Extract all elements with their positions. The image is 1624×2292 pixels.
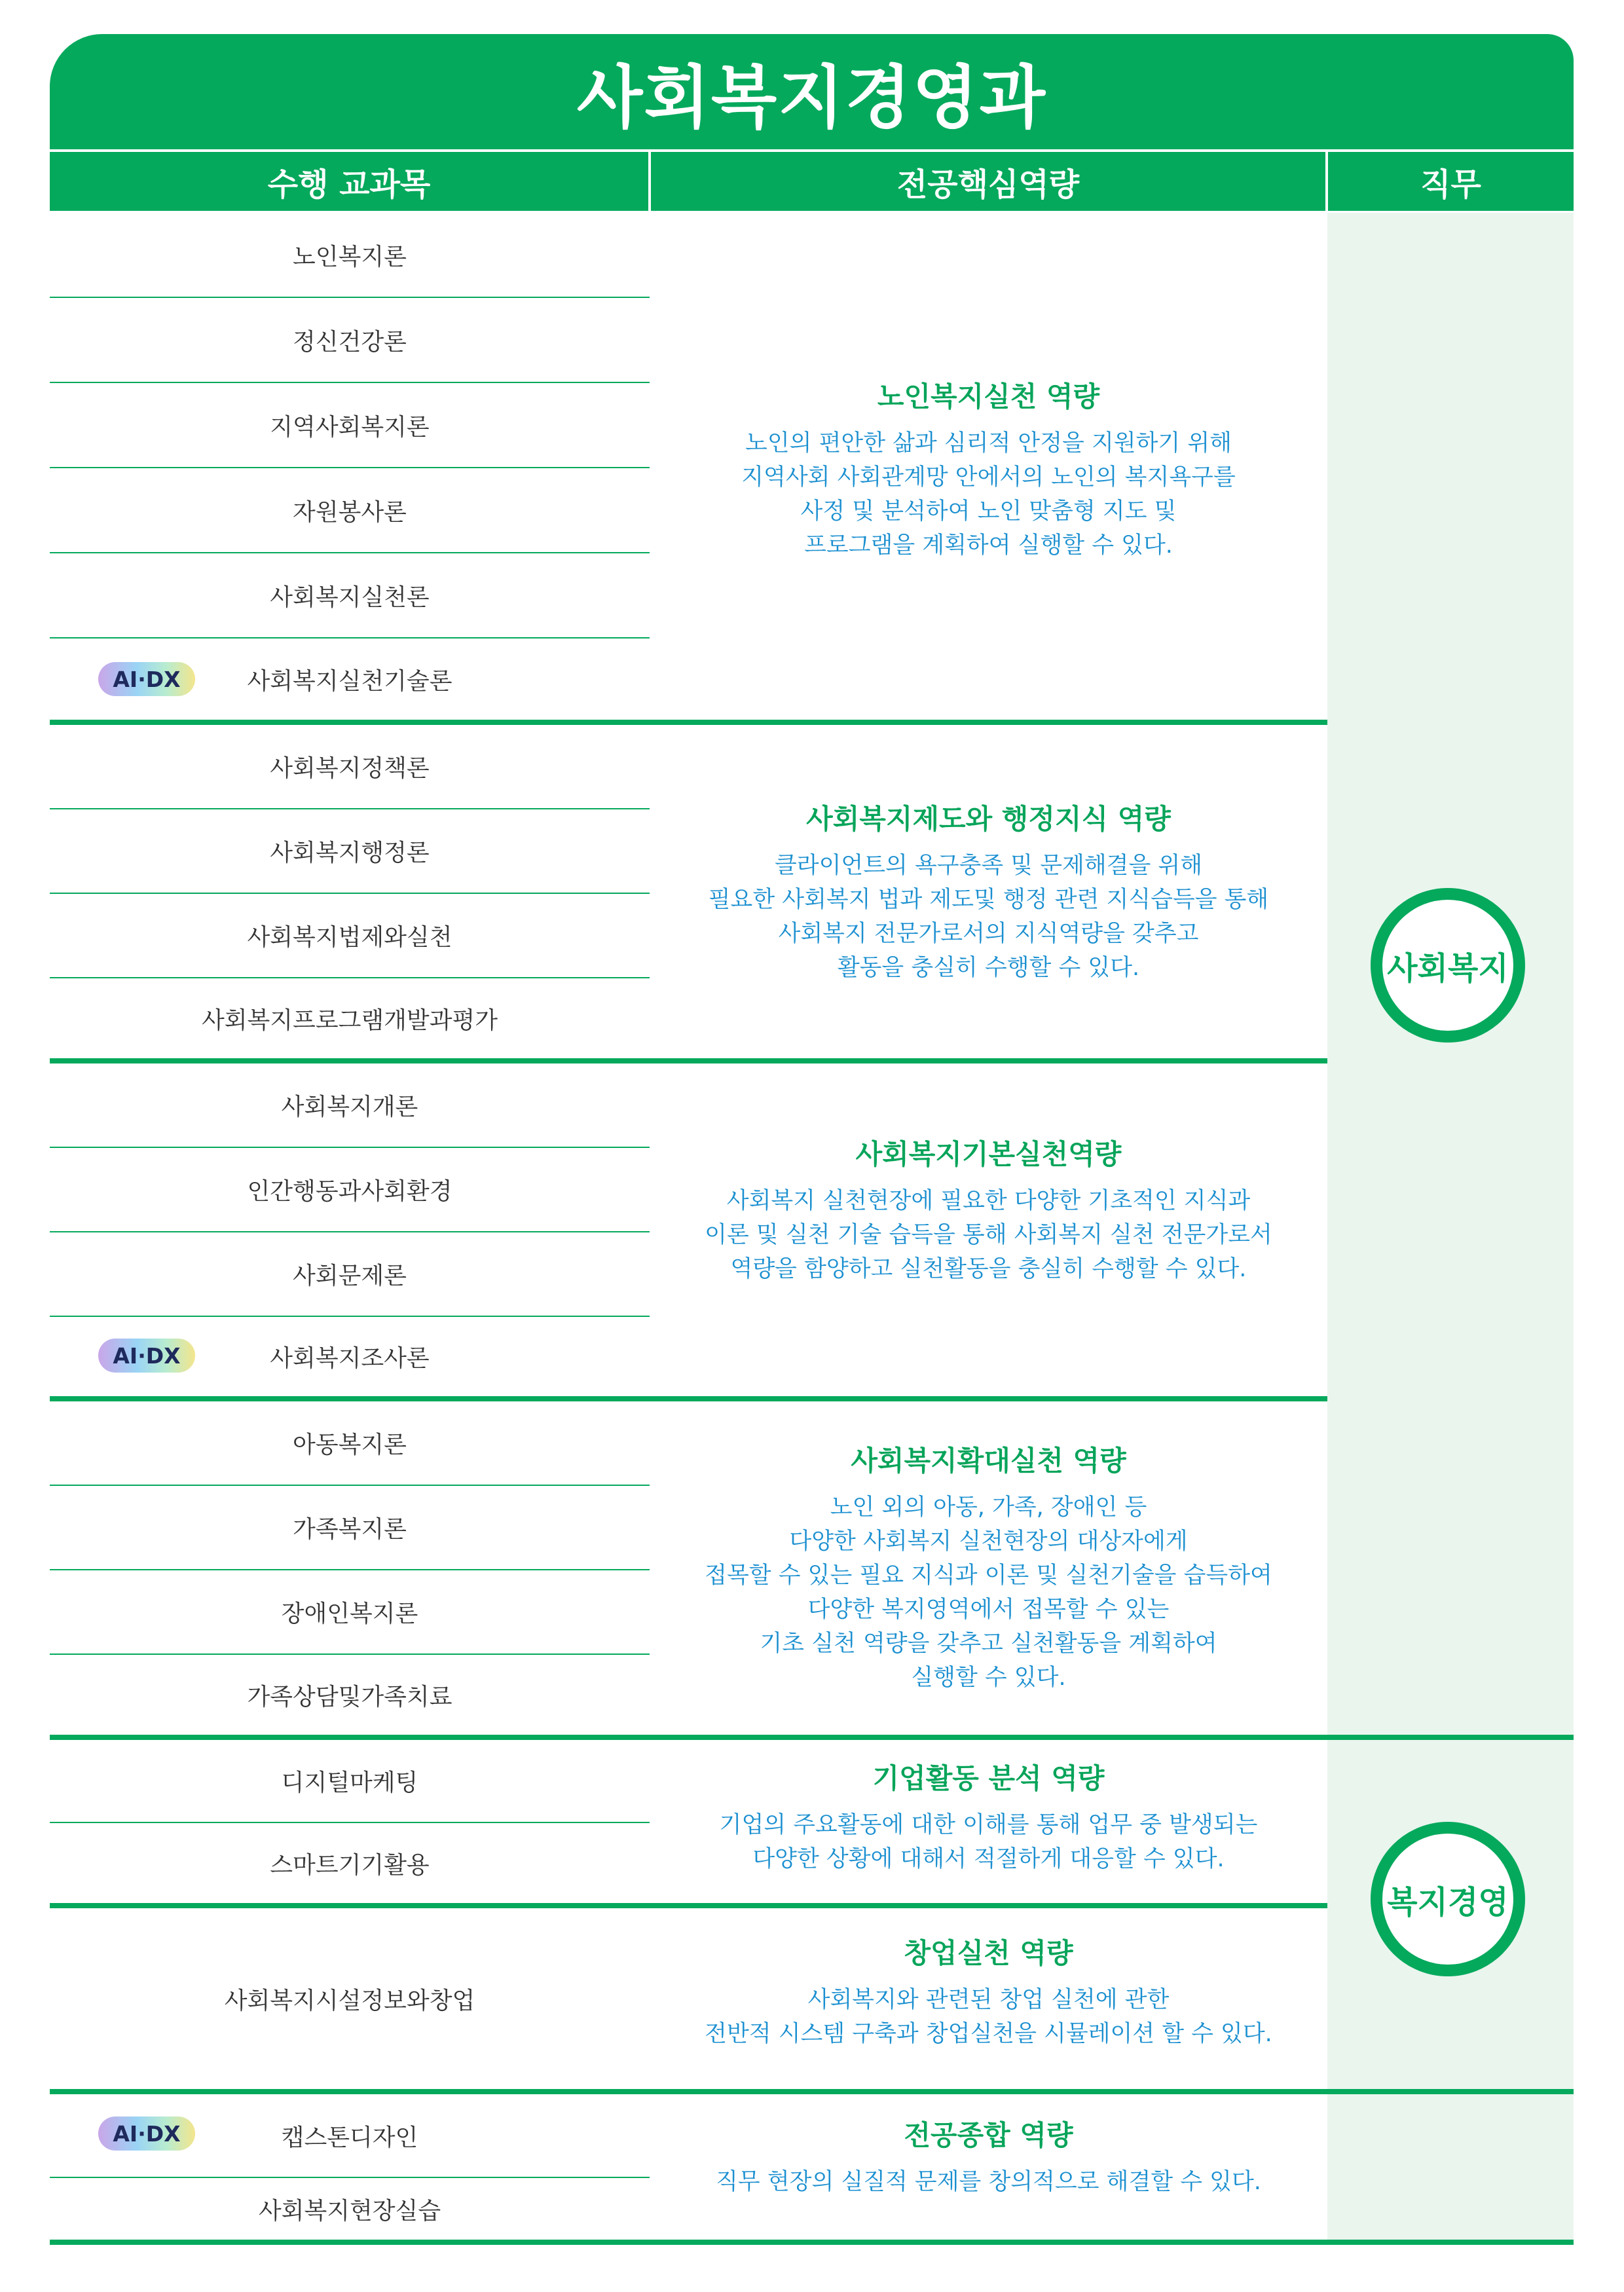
header-courses: 수행 교과목 bbox=[50, 152, 648, 211]
description-line: 실행할 수 있다. bbox=[911, 1665, 1066, 1691]
description-line: 다양한 사회복지 실천현장의 대상자에게 bbox=[789, 1528, 1188, 1555]
competency-title: 노인복지실천 역량 bbox=[877, 380, 1100, 413]
description-line: 클라이언트의 욕구충족 및 문제해결을 위해 bbox=[774, 853, 1203, 879]
description-line: 기초 실천 역량을 갖추고 실천활동을 계획하여 bbox=[760, 1631, 1217, 1657]
course-item: 캡스톤디자인 bbox=[281, 2124, 418, 2151]
course-item: 장애인복지론 bbox=[281, 1600, 418, 1627]
competency-description bbox=[650, 1184, 1327, 1286]
course-item: 사회복지정책론 bbox=[270, 755, 430, 782]
description-line: 다양한 복지영역에서 접목할 수 있는 bbox=[807, 1597, 1170, 1623]
description-line: 사회복지와 관련된 창업 실천에 관한 bbox=[807, 1987, 1170, 2013]
description-line: 역량을 함양하고 실천활동을 충실히 수행할 수 있다. bbox=[730, 1256, 1247, 1282]
course-item: 사회복지프로그램개발과평가 bbox=[201, 1007, 498, 1034]
description-line: 다양한 상황에 대해서 적절하게 대응할 수 있다. bbox=[752, 1846, 1225, 1872]
competency-block bbox=[650, 2114, 1327, 2199]
course-item: 사회복지법제와실천 bbox=[247, 924, 452, 951]
course-item: 노인복지론 bbox=[293, 243, 407, 270]
description-line: 접목할 수 있는 필요 지식과 이론 및 실천기술을 습득하여 bbox=[705, 1562, 1272, 1589]
ai-dx-badge: AI·DX bbox=[98, 662, 195, 696]
job-badge-social-welfare: 사회복지 bbox=[1371, 888, 1525, 1043]
group-divider bbox=[50, 1903, 1327, 1908]
page-title: 사회복지경영과 bbox=[576, 58, 1047, 138]
competency-block bbox=[650, 1757, 1327, 1876]
course-item: 스마트기기활용 bbox=[270, 1851, 430, 1879]
page-title-bar bbox=[50, 34, 1574, 149]
description-line: 이론 및 실천 기술 습득을 통해 사회복지 실천 전문가로서 bbox=[705, 1222, 1272, 1248]
course-item: 아동복지론 bbox=[293, 1432, 407, 1458]
description-line: 사회복지 실천현장에 필요한 다양한 기초적인 지식과 bbox=[726, 1188, 1251, 1214]
description-line: 전반적 시스템 구축과 창업실천을 시뮬레이션 할 수 있다. bbox=[705, 2021, 1272, 2047]
course-item: 자원봉사론 bbox=[293, 498, 407, 526]
group-divider bbox=[50, 2240, 1574, 2245]
course-item: 가족상담및가족치료 bbox=[247, 1683, 452, 1710]
course-item: 사회복지시설정보와창업 bbox=[224, 1987, 475, 2014]
course-item: 사회복지조사론 bbox=[270, 1345, 430, 1372]
header-job: 직무 bbox=[1328, 152, 1574, 211]
group-divider bbox=[50, 1735, 1574, 1740]
description-line: 노인의 편안한 삶과 심리적 안정을 지원하기 위해 bbox=[745, 430, 1232, 456]
competency-title: 창업실천 역량 bbox=[904, 1937, 1073, 1969]
group-divider bbox=[50, 2089, 1574, 2094]
competency-block bbox=[650, 1133, 1327, 1286]
course-item: 사회복지실천기술론 bbox=[247, 667, 452, 695]
header-competency: 전공핵심역량 bbox=[651, 152, 1325, 211]
competency-title: 기업활동 분석 역량 bbox=[872, 1762, 1105, 1794]
competency-description bbox=[650, 1490, 1327, 1695]
course-item: 가족복지론 bbox=[293, 1516, 407, 1543]
course-item: 사회복지개론 bbox=[281, 1094, 418, 1120]
description-line: 노인 외의 아동, 가족, 장애인 등 bbox=[830, 1494, 1147, 1521]
description-line: 지역사회 사회관계망 안에서의 노인의 복지욕구를 bbox=[741, 464, 1236, 490]
job-badge-welfare-management: 복지경영 bbox=[1371, 1822, 1525, 1976]
course-item: 사회복지실천론 bbox=[270, 583, 430, 611]
competency-title: 사회복지확대실천 역량 bbox=[851, 1445, 1126, 1477]
course-item: 인간행동과사회환경 bbox=[247, 1178, 452, 1205]
group-divider bbox=[50, 720, 1327, 725]
competency-block bbox=[650, 798, 1327, 985]
competency-description bbox=[650, 2165, 1327, 2199]
description-line: 기업의 주요활동에 대한 이해를 통해 업무 중 발생되는 bbox=[719, 1812, 1258, 1838]
competency-title: 전공종합 역량 bbox=[904, 2119, 1073, 2151]
competency-block bbox=[650, 375, 1327, 563]
description-line: 사정 및 분석하여 노인 맞춤형 지도 및 bbox=[800, 498, 1177, 525]
ai-dx-badge: AI·DX bbox=[98, 1339, 195, 1373]
description-line: 프로그램을 계획하여 실행할 수 있다. bbox=[804, 532, 1173, 559]
competency-block bbox=[650, 1439, 1327, 1695]
competency-block bbox=[650, 1932, 1327, 2051]
competency-description bbox=[650, 1808, 1327, 1876]
course-item: 사회문제론 bbox=[293, 1263, 407, 1289]
course-item: 사회복지행정론 bbox=[270, 840, 430, 866]
course-item: 정신건강론 bbox=[293, 328, 407, 356]
description-line: 직무 현장의 실질적 문제를 창의적으로 해결할 수 있다. bbox=[716, 2169, 1261, 2195]
ai-dx-badge: AI·DX bbox=[98, 2116, 195, 2151]
competency-title: 사회복지제도와 행정지식 역량 bbox=[806, 803, 1171, 835]
competency-description bbox=[650, 426, 1327, 563]
course-item: 지역사회복지론 bbox=[270, 413, 430, 441]
group-divider bbox=[50, 1396, 1327, 1401]
description-line: 활동을 충실히 수행할 수 있다. bbox=[837, 955, 1140, 981]
competency-title: 사회복지기본실천역량 bbox=[855, 1138, 1122, 1170]
competency-description bbox=[650, 849, 1327, 985]
description-line: 필요한 사회복지 법과 제도및 행정 관련 지식습득을 통해 bbox=[708, 887, 1269, 913]
description-line: 사회복지 전문가로서의 지식역량을 갖추고 bbox=[778, 921, 1199, 947]
group-divider bbox=[50, 1058, 1327, 1063]
competency-description bbox=[650, 1983, 1327, 2051]
course-item: 사회복지현장실습 bbox=[258, 2197, 441, 2225]
course-item: 디지털마케팅 bbox=[281, 1769, 418, 1796]
